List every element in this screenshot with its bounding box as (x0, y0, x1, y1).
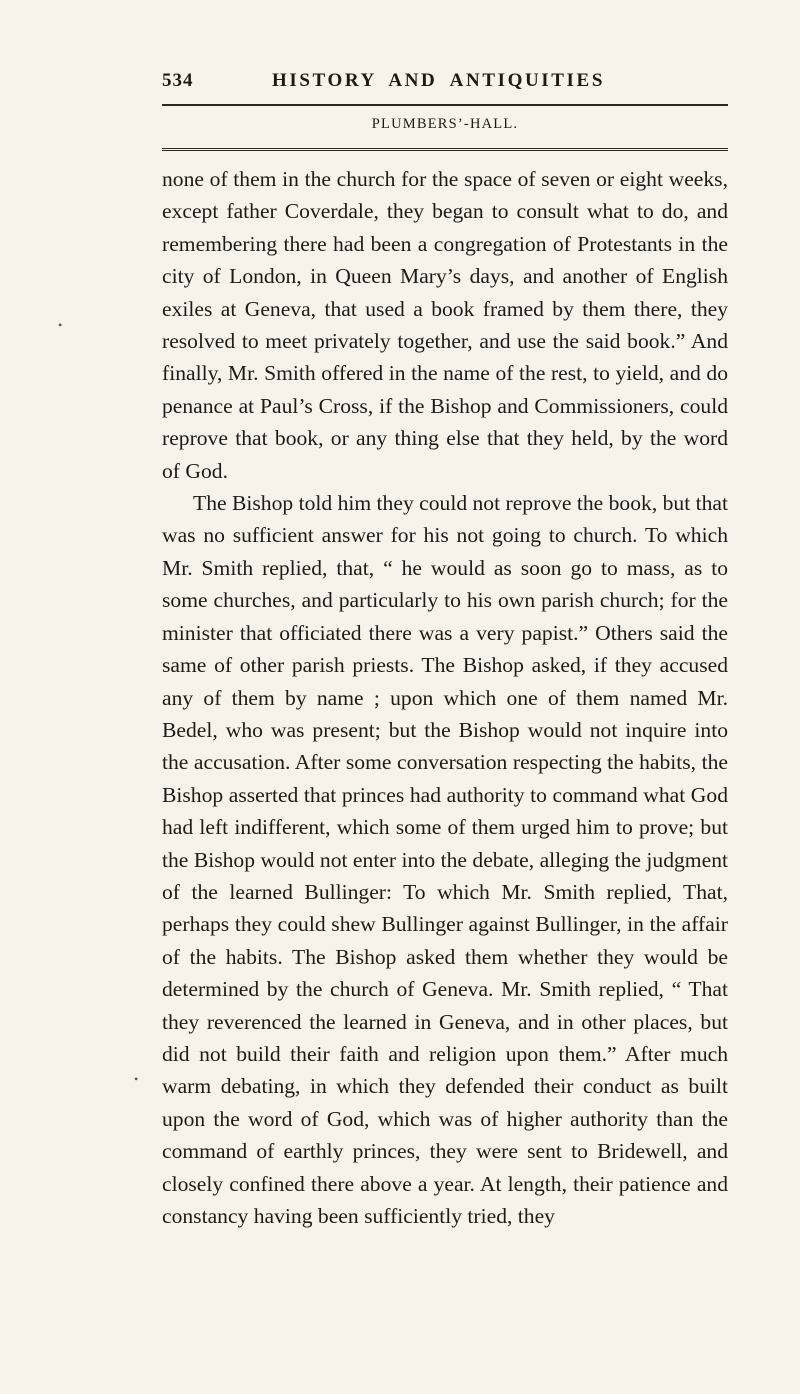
running-title: HISTORY AND ANTIQUITIES (272, 70, 605, 91)
running-head (162, 70, 728, 102)
section-heading: PLUMBERS’-HALL. (371, 116, 519, 132)
header-rule-top (162, 104, 728, 106)
page-number: 534 (162, 70, 194, 91)
paragraph: The Bishop told him they could not reprove the book, but that was no sufficient answer for his not going to church. To which Mr. Smith replied, that, “ he would as soon go to mass, as to some churches, and particularly to his own parish church; for the minister that officiated there was a very papist.” Others said the same of other parish priests. The Bishop asked, if they accused any of them by name ; upon which one of them named Mr. Bedel, who was present; but the Bishop would not inquire into the accusation. After some conversation respecting the habits, the Bishop asserted that princes had authority to command what God had left indifferent, which some of them urged him to prove; but the Bishop would not enter into the debate, alleging the judgment of the learned Bullinger: To which Mr. Smith replied, That, perhaps they could shew Bullinger against Bullinger, in the affair of the habits. The Bishop asked them whether they would be determined by the church of Geneva. Mr. Smith replied, “ That they reverenced the learned in Geneva, and in other places, but did not build their faith and religion upon them.” After much warm debating, in which they defended their conduct as built upon the word of God, which was of higher authority than the command of earthly princes, they were sent to Bridewell, and closely confined there above a year. At length, their patience and constancy having been sufficiently tried, they (162, 491, 728, 1228)
body-text (162, 163, 728, 1232)
paragraph: none of them in the church for the space of seven or eight weeks, except father Coverdale, they began to consult what to do, and remembering there had been a congregation of Protestants in the city of London, in Queen Mary’s days, and another of English exiles at Geneva, that used a book framed by them there, they resolved to meet privately together, and use the said book.” And finally, Mr. Smith offered in the name of the rest, to yield, and do penance at Paul’s Cross, if the Bishop and Commissioners, could reprove that book, or any thing else that they held, by the word of God. (162, 167, 728, 483)
margin-mark-icon: • (134, 1072, 139, 1086)
header-rule-bottom (162, 148, 728, 151)
margin-mark-icon: • (58, 318, 63, 332)
